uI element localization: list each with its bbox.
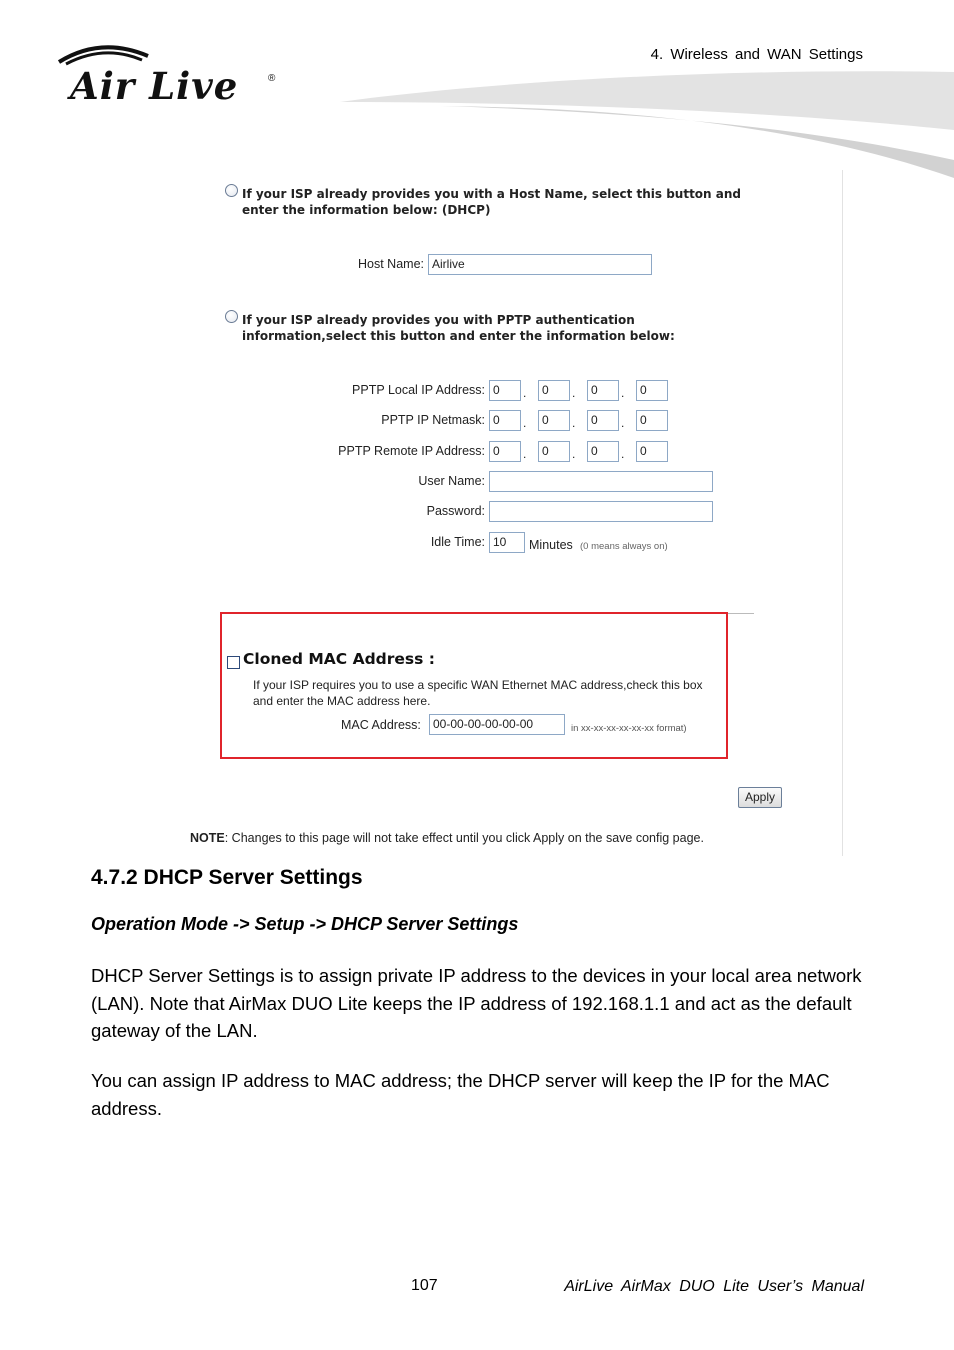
wireless-arc-icon [56,40,156,66]
password-input[interactable] [489,501,713,522]
ip-separator: . [621,416,625,430]
idle-time-hint: (0 means always on) [580,541,668,552]
note-prefix: NOTE [190,831,225,845]
pptp-remote-ip-label: PPTP Remote IP Address: [338,444,485,458]
pptp-local-ip-octet-2[interactable]: 0 [538,380,570,401]
paragraph-intro: DHCP Server Settings is to assign private IP address to the devices in your local area network (LAN). Note that AirMax DUO Lite keeps the IP address of 192.168.1.1 and act as the default gateway of the LAN. [91,965,862,1041]
registered-mark: ® [268,73,276,84]
pptp-option-text: If your ISP already provides you with PPTP authentication information,select this button and enter the information below: [242,313,675,343]
dhcp-radio-button[interactable] [225,184,238,197]
pptp-local-ip-octet-3[interactable]: 0 [587,380,619,401]
user-name-label: User Name: [418,474,485,488]
password-label: Password: [426,504,485,518]
pptp-netmask-octet-3[interactable]: 0 [587,410,619,431]
pptp-netmask-label: PPTP IP Netmask: [381,413,485,427]
panel-divider [842,170,843,856]
apply-button[interactable]: Apply [738,787,782,808]
pptp-netmask-octet-2[interactable]: 0 [538,410,570,431]
header-swoosh-decoration [340,68,954,180]
pptp-remote-ip-octet-2[interactable]: 0 [538,441,570,462]
ip-separator: . [523,386,527,400]
idle-time-unit: Minutes [529,538,573,552]
ip-separator: . [572,386,576,400]
chapter-title: 4. Wireless and WAN Settings [650,46,863,63]
note-text: : Changes to this page will not take effect until you click Apply on the save config page. [224,831,704,845]
ip-separator: . [572,416,576,430]
ip-separator: . [523,447,527,461]
pptp-remote-ip-octet-3[interactable]: 0 [587,441,619,462]
pptp-netmask-octet-4[interactable]: 0 [636,410,668,431]
pptp-netmask-octet-1[interactable]: 0 [489,410,521,431]
mac-address-input[interactable]: 00-00-00-00-00-00 [429,714,565,735]
cloned-mac-title: Cloned MAC Address : [243,650,435,668]
host-name-label: Host Name: [358,257,424,271]
mac-address-label: MAC Address: [341,718,421,732]
pptp-local-ip-label: PPTP Local IP Address: [352,383,485,397]
cloned-mac-checkbox[interactable] [227,656,240,669]
pptp-local-ip-octet-1[interactable]: 0 [489,380,521,401]
navigation-path: Operation Mode -> Setup -> DHCP Server Settings [91,914,519,934]
ip-separator: . [572,447,576,461]
logo-wordmark: Air Live [70,64,239,108]
airlive-logo [56,40,286,110]
section-heading: 4.7.2 DHCP Server Settings [91,866,363,889]
ip-separator: . [621,447,625,461]
host-name-input[interactable]: Airlive [428,254,652,275]
page-number: 107 [411,1277,438,1294]
user-name-input[interactable] [489,471,713,492]
manual-title: AirLive AirMax DUO Lite User’s Manual [564,1278,864,1295]
paragraph-mac-assign: You can assign IP address to MAC address; the DHCP server will keep the IP for the MAC address. [91,1070,830,1119]
pptp-radio-button[interactable] [225,310,238,323]
ip-separator: . [621,386,625,400]
idle-time-input[interactable]: 10 [489,532,525,553]
pptp-remote-ip-octet-1[interactable]: 0 [489,441,521,462]
pptp-remote-ip-octet-4[interactable]: 0 [636,441,668,462]
idle-time-label: Idle Time: [430,535,485,549]
cloned-mac-description: If your ISP requires you to use a specific WAN Ethernet MAC address,check this box and enter the MAC address here. [253,678,703,708]
section-divider [726,613,754,614]
pptp-local-ip-octet-4[interactable]: 0 [636,380,668,401]
ip-separator: . [523,416,527,430]
cloned-mac-section [220,612,728,759]
dhcp-option-text: If your ISP already provides you with a Host Name, select this button and enter the information below: (DHCP) [242,187,741,217]
mac-format-hint: in xx-xx-xx-xx-xx-xx format) [571,723,687,734]
config-note [190,831,704,845]
